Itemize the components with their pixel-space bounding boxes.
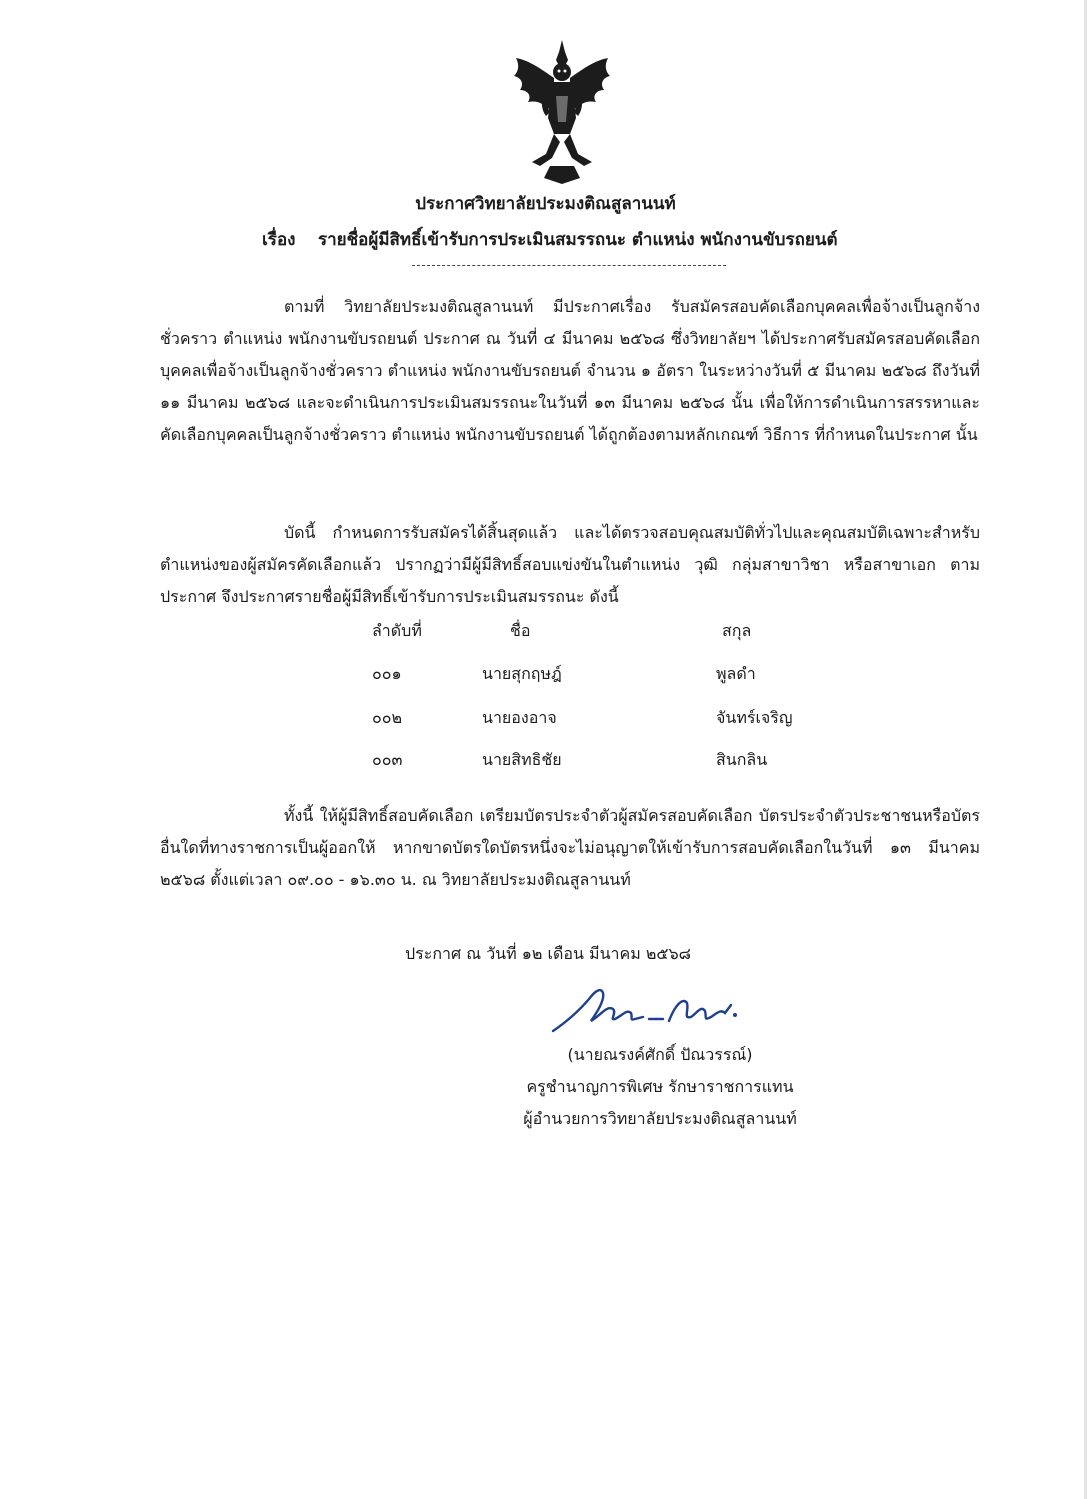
row-order: ๐๐๒: [372, 708, 403, 727]
handwritten-signature-icon: [545, 975, 755, 1045]
row-surname: จันทร์เจริญ: [716, 708, 793, 727]
row-surname: สินกลิน: [716, 750, 768, 769]
signer-position-1: ครูชำนาญการพิเศษ รักษาราชการแทน: [526, 1077, 794, 1096]
title-divider: [412, 265, 726, 266]
paragraph-3-text: ทั้งนี้ ให้ผู้มีสิทธิ์สอบคัดเลือก เตรียมบัตรประจำตัวผู้สมัครสอบคัดเลือก บัตรประจำตัวประชาชนหรือบัตรอื่นใดที่ทางราชการเป็นผู้ออกให้ หากขาดบัตรใดบัตรหนึ่งจะไม่อนุญาตให้เข้ารับการสอบคัดเลือกในวันที่ ๑๓ มีนาคม ๒๕๖๘ ตั้งแต่เวลา ๐๙.๐๐ - ๑๖.๓๐ น. ณ วิทยาลัยประมงติณสูลานนท์: [160, 806, 980, 889]
table-row: [0, 746, 1091, 774]
subject-text: รายชื่อผู้มีสิทธิ์เข้ารับการประเมินสมรรถนะ ตำแหน่ง พนักงานขับรถยนต์: [318, 230, 838, 250]
subject-label: เรื่อง: [262, 230, 296, 250]
document-title: ประกาศวิทยาลัยประมงติณสูลานนท์: [415, 194, 676, 214]
paragraph-2-text: บัดนี้ กำหนดการรับสมัครได้สิ้นสุดแล้ว และได้ตรวจสอบคุณสมบัติทั่วไปและคุณสมบัติเฉพาะสำหรับตำแหน่งของผู้สมัครคัดเลือกแล้ว ปรากฏว่ามีผู้มีสิทธิ์สอบแข่งขันในตำแหน่ง วุฒิ กลุ่มสาขาวิชา หรือสาขาเอก ตามประกาศ จึงประกาศรายชื่อผู้มีสิทธิ์เข้ารับการประเมินสมรรถนะ ดังนี้: [160, 523, 980, 606]
row-name: นายสุกฤษฎ์: [482, 664, 562, 683]
paragraph-2: [160, 517, 980, 613]
announce-date: ประกาศ ณ วันที่ ๑๒ เดือน มีนาคม ๒๕๖๘: [405, 944, 691, 963]
signer-position-2: ผู้อำนวยการวิทยาลัยประมงติณสูลานนท์: [523, 1109, 797, 1128]
paragraph-1-text: ตามที่ วิทยาลัยประมงติณสูลานนท์ มีประกาศเรื่อง รับสมัครสอบคัดเลือกบุคคลเพื่อจ้างเป็นลูกจ้างชั่วคราว ตำแหน่ง พนักงานขับรถยนต์ ประกาศ ณ วันที่ ๔ มีนาคม ๒๕๖๘ ซึ่งวิทยาลัยฯ ได้ประกาศรับสมัครสอบคัดเลือกบุคคลเพื่อจ้างเป็นลูกจ้างชั่วคราว ตำแหน่ง พนักงานขับรถยนต์ จำนวน ๑ อัตรา ในระหว่างวันที่ ๕ มีนาคม ๒๕๖๘ ถึงวันที่ ๑๑ มีนาคม ๒๕๖๘ และจะดำเนินการประเมินสมรรถนะในวันที่ ๑๓ มีนาคม ๒๕๖๘ นั้น เพื่อให้การดำเนินการสรรหาและคัดเลือกบุคคลเป็นลูกจ้างชั่วคราว ตำแหน่ง พนักงานขับรถยนต์ ได้ถูกต้องตามหลักเกณฑ์ วิธีการ ที่กำหนดในประกาศ นั้น: [160, 297, 980, 444]
paragraph-3: [160, 800, 980, 896]
row-surname: พูลดำ: [716, 664, 756, 683]
row-order: ๐๐๑: [372, 664, 402, 683]
document-subject: [262, 228, 1022, 252]
header-order: ลำดับที่: [372, 621, 422, 640]
candidate-table-header: [0, 617, 1091, 645]
signer-name: (นายณรงค์ศักดิ์ ปัณวรรณ์): [567, 1045, 753, 1064]
row-name: นายสิทธิชัย: [482, 750, 562, 769]
table-row: [0, 660, 1091, 688]
table-row: [0, 704, 1091, 732]
header-surname: สกุล: [722, 621, 752, 640]
paragraph-1: [160, 291, 980, 451]
row-name: นายองอาจ: [482, 708, 557, 727]
header-name: ชื่อ: [510, 621, 531, 640]
garuda-emblem-icon: [510, 38, 614, 184]
row-order: ๐๐๓: [372, 750, 403, 769]
